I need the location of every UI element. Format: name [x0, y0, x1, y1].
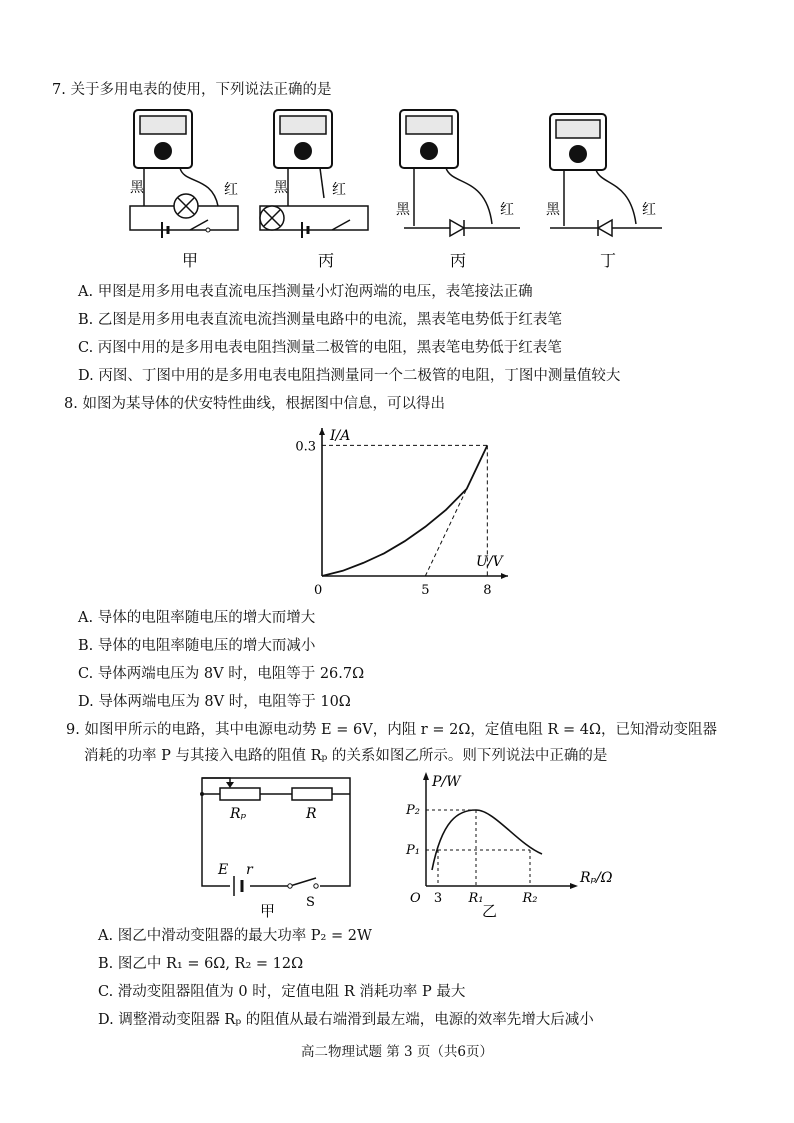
y-tick-label: P₂ [406, 803, 420, 818]
black-probe-label: 黑 [274, 180, 288, 196]
figure-caption: 甲 [182, 251, 199, 270]
q9-option-d: D. 调整滑动变阻器 Rₚ 的阻值从最右端滑到最左端，电源的效率先增大后减小 [98, 1012, 594, 1028]
q7-option-b: B. 乙图是用多用电表直流电流挡测量电路中的电流，黑表笔电势低于红表笔 [78, 312, 562, 328]
q8-option-c: C. 导体两端电压为 8V 时，电阻等于 26.7Ω [78, 666, 365, 682]
q8-title: 8. 如图为某导体的伏安特性曲线，根据图中信息，可以得出 [64, 396, 445, 412]
x-axis-label: Rₚ/Ω [580, 870, 613, 886]
q9-title-line-1: 9. 如图甲所示的电路，其中电源电动势 E = 6V，内阻 r = 2Ω，定值电阻 R = 4Ω，已知滑动变阻器 [66, 722, 717, 738]
origin-label: 0 [314, 583, 323, 598]
q7-option-d: D. 丙图、丁图中用的是多用电表电阻挡测量同一个二极管的电阻，丁图中测量值较大 [78, 368, 621, 384]
x-tick-label: 3 [433, 891, 443, 906]
q7-title: 7. 关于多用电表的使用，下列说法正确的是 [52, 82, 332, 98]
q9-option-b: B. 图乙中 R₁ = 6Ω, R₂ = 12Ω [98, 956, 304, 972]
circuit-caption: 甲 [260, 902, 276, 920]
diode-icon [450, 220, 464, 236]
r-label: R [306, 806, 317, 822]
red-probe-label: 红 [642, 202, 656, 218]
figure-ding [546, 114, 662, 270]
black-probe-label: 黑 [396, 202, 410, 218]
figure-bing-2 [396, 110, 520, 270]
x-tick-label: 5 [421, 583, 430, 598]
y-tick-label: 0.3 [295, 439, 316, 455]
rheostat-icon [220, 788, 260, 800]
figure-caption: 丁 [600, 251, 617, 270]
power-resistance-chart [398, 770, 628, 920]
q9-title-line-2: 消耗的功率 P 与其接入电路的阻值 Rₚ 的关系如图乙所示。则下列说法中正确的是 [84, 748, 608, 764]
origin-label: O [410, 891, 421, 906]
diode-icon [598, 220, 612, 236]
page-footer: 高二物理试题 第 3 页（共6页） [300, 1044, 494, 1060]
q7-option-c: C. 丙图中用的是多用电表电阻挡测量二极管的电阻，黑表笔电势低于红表笔 [78, 340, 562, 356]
emf-label: E [218, 862, 229, 878]
figure-jia [130, 110, 238, 270]
red-probe-label: 红 [224, 182, 238, 198]
q7-option-a: A. 甲图是用多用电表直流电压挡测量小灯泡两端的电压，表笔接法正确 [78, 284, 533, 300]
red-probe-label: 红 [500, 202, 514, 218]
internal-resistance-label: r [246, 862, 253, 878]
chart-caption: 乙 [482, 902, 498, 920]
circuit-diagram [190, 770, 370, 920]
x-axis-label: U/V [476, 554, 503, 570]
black-probe-label: 黑 [546, 202, 560, 218]
iv-curve-chart [280, 420, 520, 600]
q8-option-b: B. 导体的电阻率随电压的增大而减小 [78, 638, 316, 654]
switch-label: S [306, 895, 315, 910]
x-tick-label: R₂ [522, 891, 538, 906]
x-tick-label: R₁ [468, 891, 484, 906]
resistor-icon [292, 788, 332, 800]
q7-figures [120, 106, 680, 274]
power-curve [432, 810, 542, 870]
rp-label: Rₚ [230, 806, 247, 822]
x-tick-label: 8 [483, 583, 492, 598]
q9-option-c: C. 滑动变阻器阻值为 0 时，定值电阻 R 消耗功率 P 最大 [98, 984, 466, 1000]
iv-curve [322, 445, 487, 576]
q8-option-d: D. 导体两端电压为 8V 时，电阻等于 10Ω [78, 694, 351, 710]
figure-caption: 丙 [318, 251, 335, 270]
black-probe-label: 黑 [130, 180, 144, 196]
red-probe-label: 红 [332, 182, 346, 198]
figure-caption: 丙 [450, 251, 467, 270]
q8-option-a: A. 导体的电阻率随电压的增大而增大 [78, 610, 316, 626]
y-axis-label: I/A [330, 428, 351, 444]
y-tick-label: P₁ [406, 843, 420, 858]
figure-bing-1 [260, 110, 368, 270]
q9-option-a: A. 图乙中滑动变阻器的最大功率 P₂ = 2W [98, 928, 372, 944]
y-axis-label: P/W [432, 774, 461, 790]
